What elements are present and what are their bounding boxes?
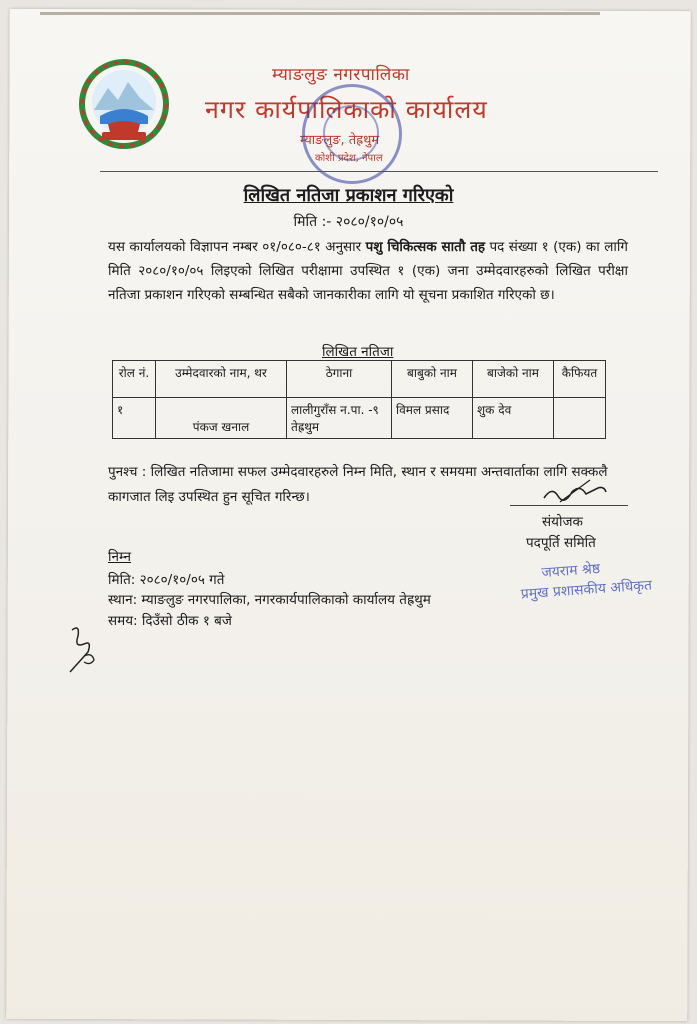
- col-remarks: कैफियत: [554, 361, 606, 398]
- col-roll: रोल नं.: [113, 361, 156, 398]
- notice-paragraph: [108, 235, 628, 307]
- schedule-heading: निम्न: [108, 549, 132, 565]
- cell-remarks: [554, 398, 606, 439]
- notice-text-part2: पद संख्या १ (एक) का लागि मिति २०८०/१०/०५ लिइएको लिखित परीक्षामा उपस्थित १ (एक) जना उम्मेदवारहरुको लिखित परीक्षा नतिजा प्रकाशन गरिएको सम्बन्धित सबैको जानकारीका लागि यो सूचना प्रकाशित गरिएको छ।: [108, 239, 628, 303]
- municipality-name: म्याङलुङ नगरपालिका: [272, 65, 410, 85]
- signature-line: [510, 505, 628, 506]
- table-row: [113, 398, 606, 439]
- cell-candidate: पंकज खनाल: [156, 398, 287, 439]
- header-divider: [100, 171, 658, 172]
- table-title: लिखित नतिजा: [322, 344, 394, 360]
- col-candidate: उम्मेदवारको नाम, थर: [156, 361, 287, 398]
- col-father: बाबुको नाम: [392, 361, 473, 398]
- office-name: नगर कार्यपालिकाको कार्यालय: [205, 95, 488, 124]
- postscript: पुनश्च : लिखित नतिजामा सफल उम्मेदवारहरुले निम्न मिति, स्थान र समयमा अन्तवार्ताका लागि सक्कलै कागजात लिइ उपस्थित हुन सूचित गरिन्छ।: [108, 464, 608, 505]
- initials-signature-icon: [62, 622, 106, 676]
- office-province: कोशी प्रदेश, नेपाल: [315, 153, 383, 164]
- cell-grandfather: शुक देव: [473, 398, 554, 439]
- col-grandfather: बाजेको नाम: [473, 361, 554, 398]
- nepal-emblem-icon: [78, 58, 170, 150]
- table-header-row: [113, 361, 606, 398]
- signatory-role: संयोजक: [542, 514, 583, 530]
- schedule-venue: स्थान: म्याङलुङ नगरपालिका, नगरकार्यपालिकाको कार्यालय तेह्रथुम: [108, 592, 431, 608]
- schedule-time: समय: दिउँसो ठीक १ बजे: [108, 613, 232, 629]
- office-seal-stamp: [302, 84, 402, 184]
- cell-roll: १: [113, 398, 156, 439]
- cell-address: लालीगुराँस न.पा. -९ तेह्रथुम: [287, 398, 392, 439]
- notice-text-part1: यस कार्यालयको विज्ञापन नम्बर ०१/०८०-८१ अनुसार: [108, 239, 366, 255]
- post-name: पशु चिकित्सक सातौ तह: [365, 239, 486, 255]
- office-place: म्याङलुङ, तेह्रथुम: [300, 133, 380, 148]
- signature-icon: [540, 476, 610, 506]
- document-date: मिति :- २०८०/१०/०५: [293, 214, 404, 230]
- schedule-date: मिति: २०८०/१०/०५ गते: [108, 572, 225, 588]
- cell-father: विमल प्रसाद: [392, 398, 473, 439]
- signatory-committee: पदपूर्ति समिति: [526, 535, 596, 551]
- document-title: लिखित नतिजा प्रकाशन गरिएको: [243, 185, 454, 206]
- scan-edge: [40, 12, 600, 15]
- officer-name: जयराम श्रेष्ठ: [540, 560, 601, 582]
- col-address: ठेगाना: [287, 361, 392, 398]
- officer-designation: प्रमुख प्रशासकीय अधिकृत: [520, 577, 653, 603]
- results-table: [112, 360, 606, 439]
